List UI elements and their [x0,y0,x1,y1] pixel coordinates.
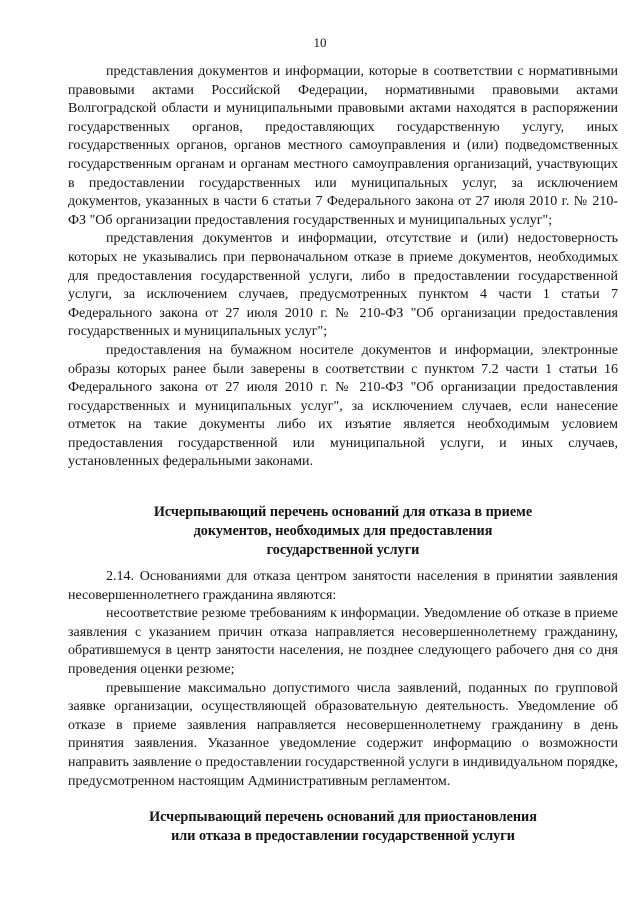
section-heading-suspension-refusal [68,808,618,846]
section-heading-refusal-acceptance [68,503,618,560]
heading-line: Исчерпывающий перечень оснований для отказа в приеме [153,504,533,520]
paragraph-2-14: 2.14. Основаниями для отказа центром занятости населения в принятии заявления несовершеннолетнего гражданина являются: [68,569,618,603]
heading-line: документов, необходимых для предоставления [193,523,493,539]
heading-line: государственной услуги [266,542,420,558]
paragraph-1: представления документов и информации, которые в соответствии с нормативными правовыми актами Российской Федерации, нормативными правовыми актами Волгоградской области и муниципальными правовыми актами находятся в распоряжении государственных органов, предоставляющих государственную услугу, иных государственных органов, органов местного самоуправления и (или) подведомственных государственным органам и органам местного самоуправления организаций, участвующих в предоставлении государственных или муниципальных услуг, за исключением документов, указанных в части 6 статьи 7 Федерального закона от 27 июля 2010 г. № 210-ФЗ "Об организации предоставления государственных и муниципальных услуг"; [68,64,618,228]
paragraph-3: предоставления на бумажном носителе документов и информации, электронные образы которых ранее были заверены в соответствии с пунктом 7.2 части 1 статьи 16 Федерального закона от 27 июля 2010 г. № 210-ФЗ "Об организации предоставления государственных и муниципальных услуг", за исключением случаев, если нанесение отметок на такие документы либо их изъятие является необходимым условием предоставления государственной или муниципальной услуги, и иных случаев, установленных федеральными законами. [68,342,618,470]
section-2-body [68,568,618,791]
paragraph-resume-mismatch: несоответствие резюме требованиям к информации. Уведомление об отказе в приеме заявления с указанием причин отказа направляется несовершеннолетнему гражданину, обратившемуся в центр занятости населения, не позднее следующего рабочего дня со дня проведения оценки резюме; [68,606,618,677]
paragraph-limit-exceeded: превышение максимально допустимого числа заявлений, поданных по групповой заявке организации, осуществляющей образовательную деятельность. Уведомление об отказе в приеме заявления направляется несовершеннолетнему гражданину в день принятия заявления. Указанное уведомление содержит информацию о возможности направить заявление о предоставлении государственной услуги в индивидуальном порядке, предусмотренном настоящим Административным регламентом. [68,680,618,789]
page-number: 10 [313,35,327,50]
heading-line: или отказа в предоставлении государственной услуги [171,828,515,844]
paragraph-2: представления документов и информации, отсутствие и (или) недостоверность которых не указывались при первоначальном отказе в приеме документов, необходимых для предоставления государственной услуги, либо в предоставлении государственной услуги, за исключением случаев, предусмотренных пунктом 4 части 1 статьи 7 Федерального закона от 27 июля 2010 г. № 210-ФЗ "Об организации предоставления государственных и муниципальных услуг"; [68,231,618,340]
section-1-body [68,63,618,472]
heading-line: Исчерпывающий перечень оснований для приостановления [149,809,537,825]
